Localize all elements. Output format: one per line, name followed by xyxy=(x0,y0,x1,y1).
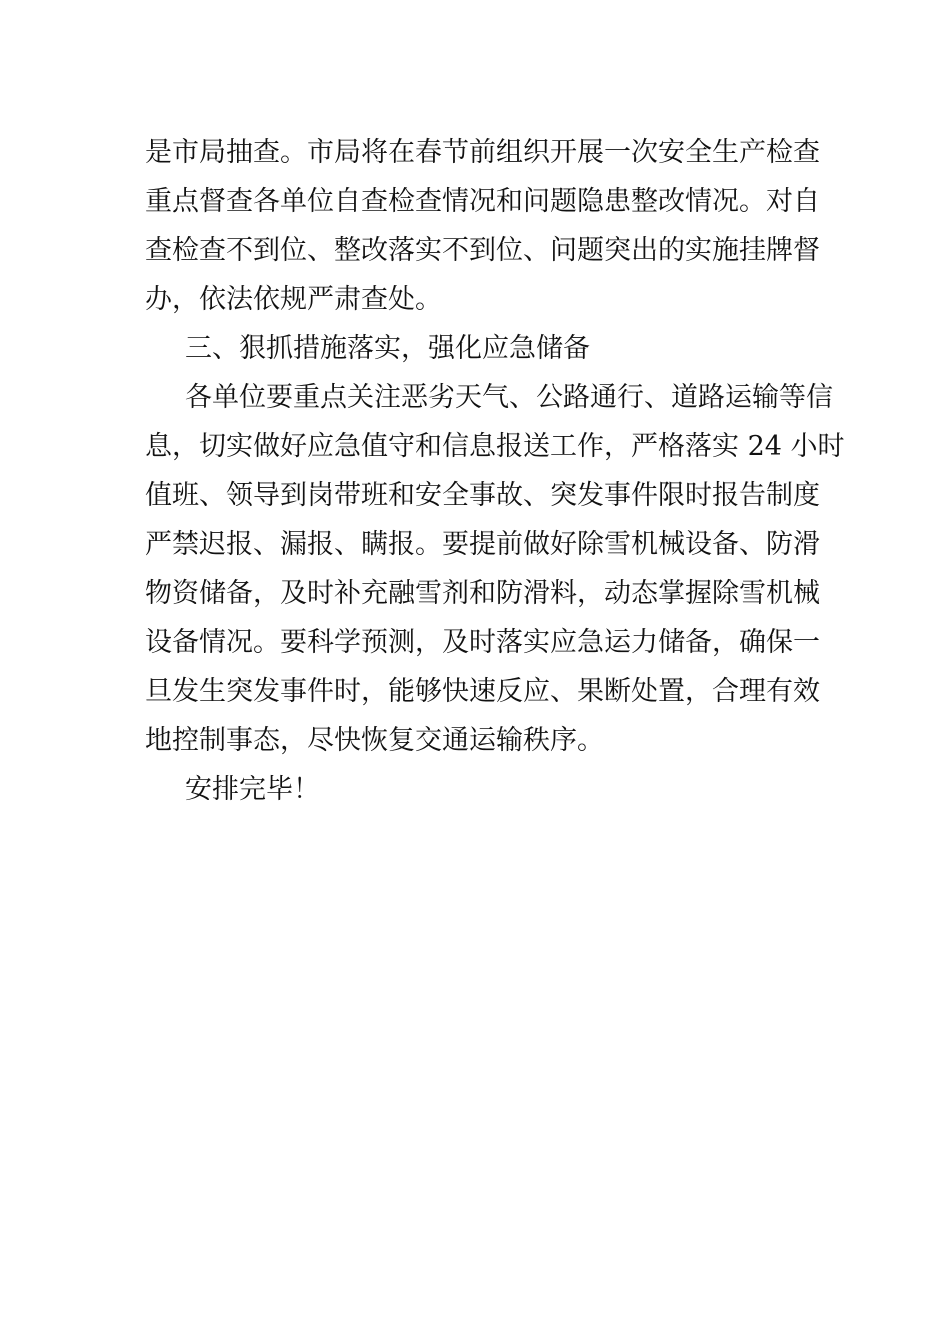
closing-remark: 安排完毕！ xyxy=(185,774,320,805)
text-line: 办，依法依规严肃查处。 xyxy=(145,284,442,315)
text-line: 物资储备，及时补充融雪剂和防滑料，动态掌握除雪机械 xyxy=(145,578,820,609)
paragraph-emergency-reserve xyxy=(145,373,845,765)
text-line: 重点督查各单位自查检查情况和问题隐患整改情况。对自 xyxy=(145,186,820,217)
text-line: 严禁迟报、漏报、瞒报。要提前做好除雪机械设备、防滑 xyxy=(145,529,820,560)
text-line: 值班、领导到岗带班和安全事故、突发事件限时报告制度 xyxy=(145,480,820,511)
text-line: 旦发生突发事件时，能够快速反应、果断处置，合理有效 xyxy=(145,676,820,707)
section-heading: 三、狠抓措施落实，强化应急储备 xyxy=(185,333,590,364)
text-line: 是市局抽查。市局将在春节前组织开展一次安全生产检查 xyxy=(145,137,820,168)
paragraph-inspection xyxy=(145,128,820,324)
text-line: 地控制事态，尽快恢复交通运输秩序。 xyxy=(145,725,604,756)
text-line: 设备情况。要科学预测，及时落实应急运力储备，确保一 xyxy=(145,627,820,658)
text-line: 息，切实做好应急值守和信息报送工作，严格落实 24 小时 xyxy=(145,431,845,462)
document-body xyxy=(145,128,845,814)
text-line: 各单位要重点关注恶劣天气、公路通行、道路运输等信 xyxy=(185,382,833,413)
text-line: 查检查不到位、整改落实不到位、问题突出的实施挂牌督 xyxy=(145,235,820,266)
